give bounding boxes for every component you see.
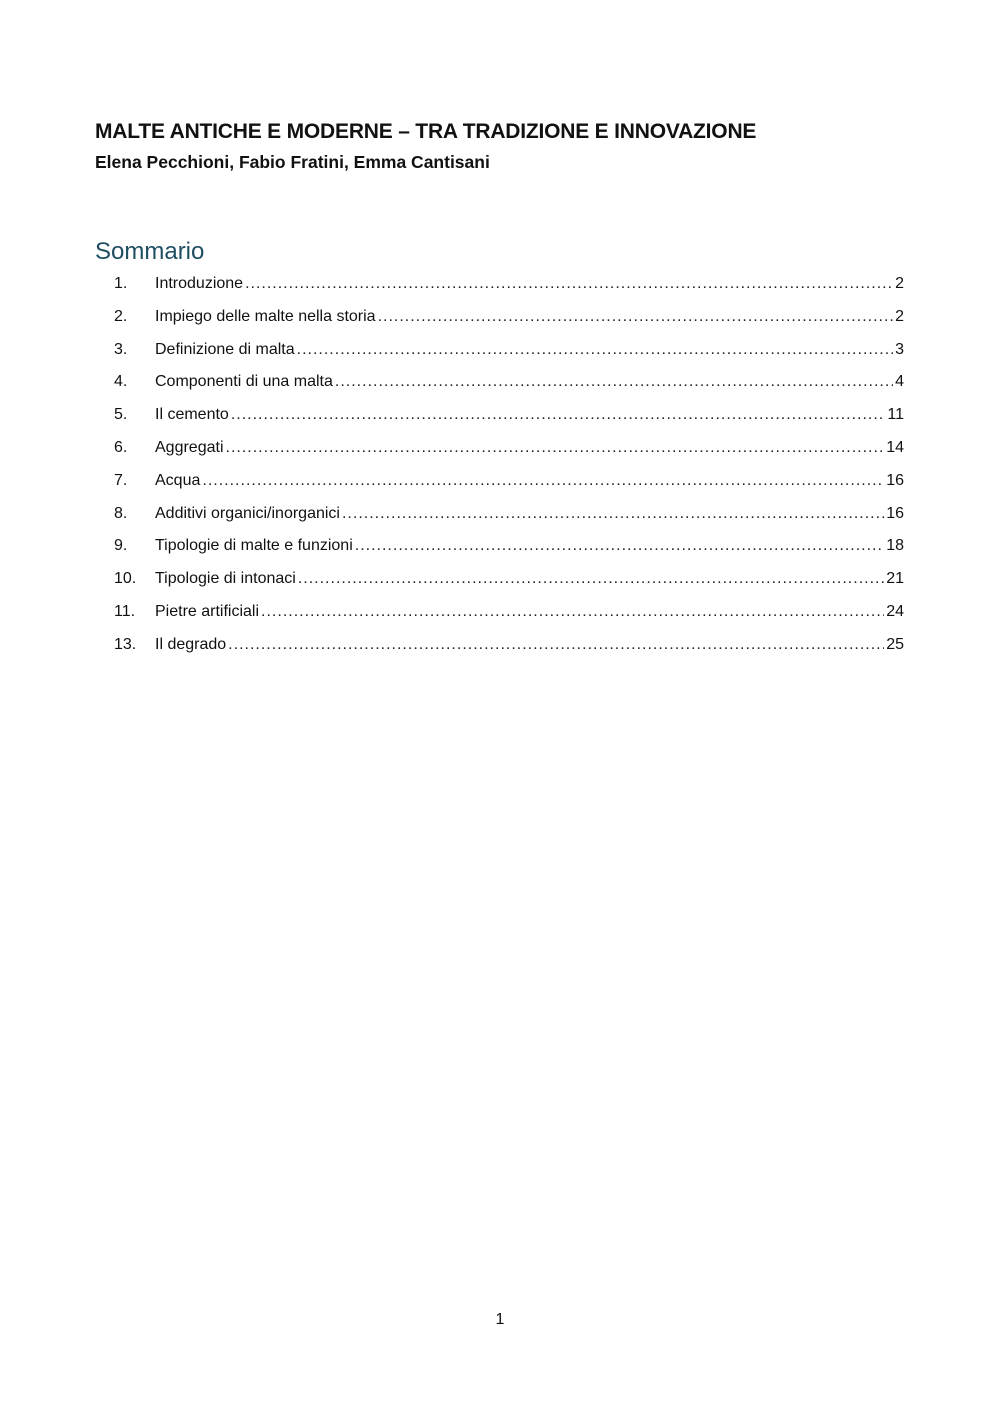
toc-dot-leader <box>261 598 884 626</box>
toc-entry[interactable] <box>114 336 904 369</box>
toc-entry-number: 2. <box>114 307 128 325</box>
toc-dot-leader <box>245 270 893 298</box>
toc-entry-page: 3 <box>895 340 904 358</box>
toc-entry-label: Additivi organici/inorganici <box>155 504 340 522</box>
toc-entry-page: 2 <box>895 275 904 292</box>
toc-dot-leader <box>228 631 884 659</box>
toc-entry-page: 18 <box>886 537 904 555</box>
toc-dot-leader <box>231 401 886 429</box>
toc-entry-label: Aggregati <box>155 438 224 456</box>
toc-entry-page: 2 <box>895 307 904 325</box>
toc-entry-number: 13. <box>114 635 137 653</box>
toc-entry[interactable] <box>114 401 904 434</box>
toc-entry-label: Il cemento <box>155 406 229 424</box>
toc-entry-page: 16 <box>886 504 904 522</box>
toc-entry[interactable] <box>114 303 904 336</box>
toc-entry[interactable] <box>114 631 904 664</box>
toc-entry-label: Componenti di una malta <box>155 373 333 391</box>
toc-entry-label: Tipologie di intonaci <box>155 570 296 588</box>
toc-entry-number: 9. <box>114 537 128 555</box>
toc-dot-leader <box>335 368 893 396</box>
toc-entry[interactable] <box>114 467 904 500</box>
toc-entry-number: 11. <box>114 602 136 620</box>
toc-entry[interactable] <box>114 565 904 598</box>
toc-entry[interactable] <box>114 368 904 401</box>
toc-entry[interactable] <box>114 500 904 533</box>
toc-entry-number: 1. <box>114 275 128 292</box>
toc-dot-leader <box>378 303 894 331</box>
toc-entry-page: 25 <box>886 635 904 653</box>
toc-entry-page: 11 <box>887 406 904 424</box>
toc-dot-leader <box>342 500 884 528</box>
toc-entry-number: 8. <box>114 504 128 522</box>
toc-entry-number: 3. <box>114 340 128 358</box>
toc-entry-number: 7. <box>114 471 128 489</box>
toc-entry-label: Tipologie di malte e funzioni <box>155 537 353 555</box>
toc-entry-number: 6. <box>114 438 128 456</box>
toc-dot-leader <box>202 467 884 495</box>
toc-entry[interactable] <box>114 270 904 303</box>
toc-entry-label: Pietre artificiali <box>155 602 260 620</box>
toc-entry-page: 4 <box>895 373 904 391</box>
toc-dot-leader <box>226 434 885 462</box>
toc-entry-page: 14 <box>886 438 904 456</box>
toc-entry-page: 16 <box>886 471 904 489</box>
toc-dot-leader <box>355 532 884 560</box>
toc-entry-number: 4. <box>114 373 128 391</box>
toc-entry-number: 10. <box>114 570 137 588</box>
toc-entry-label: Il degrado <box>155 635 227 653</box>
toc-entry-label: Introduzione <box>155 275 244 292</box>
toc-entry-label: Acqua <box>155 471 201 489</box>
page-number: 1 <box>495 1311 505 1328</box>
toc-entry-page: 21 <box>886 570 904 588</box>
toc-entry[interactable] <box>114 532 904 565</box>
toc-dot-leader <box>297 336 893 364</box>
document-authors: Elena Pecchioni, Fabio Fratini, Emma Cantisani <box>95 152 490 172</box>
toc-entry-label: Definizione di malta <box>155 340 295 358</box>
toc-entry[interactable] <box>114 434 904 467</box>
toc-dot-leader <box>298 565 884 593</box>
document-title: MALTE ANTICHE E MODERNE – TRA TRADIZIONE E INNOVAZIONE <box>95 120 757 143</box>
toc-entry[interactable] <box>114 598 904 631</box>
toc-entry-number: 5. <box>114 406 128 424</box>
table-of-contents <box>114 270 904 664</box>
toc-entry-label: Impiego delle malte nella storia <box>155 307 376 325</box>
toc-entry-page: 24 <box>886 602 904 620</box>
toc-heading: Sommario <box>95 238 205 265</box>
